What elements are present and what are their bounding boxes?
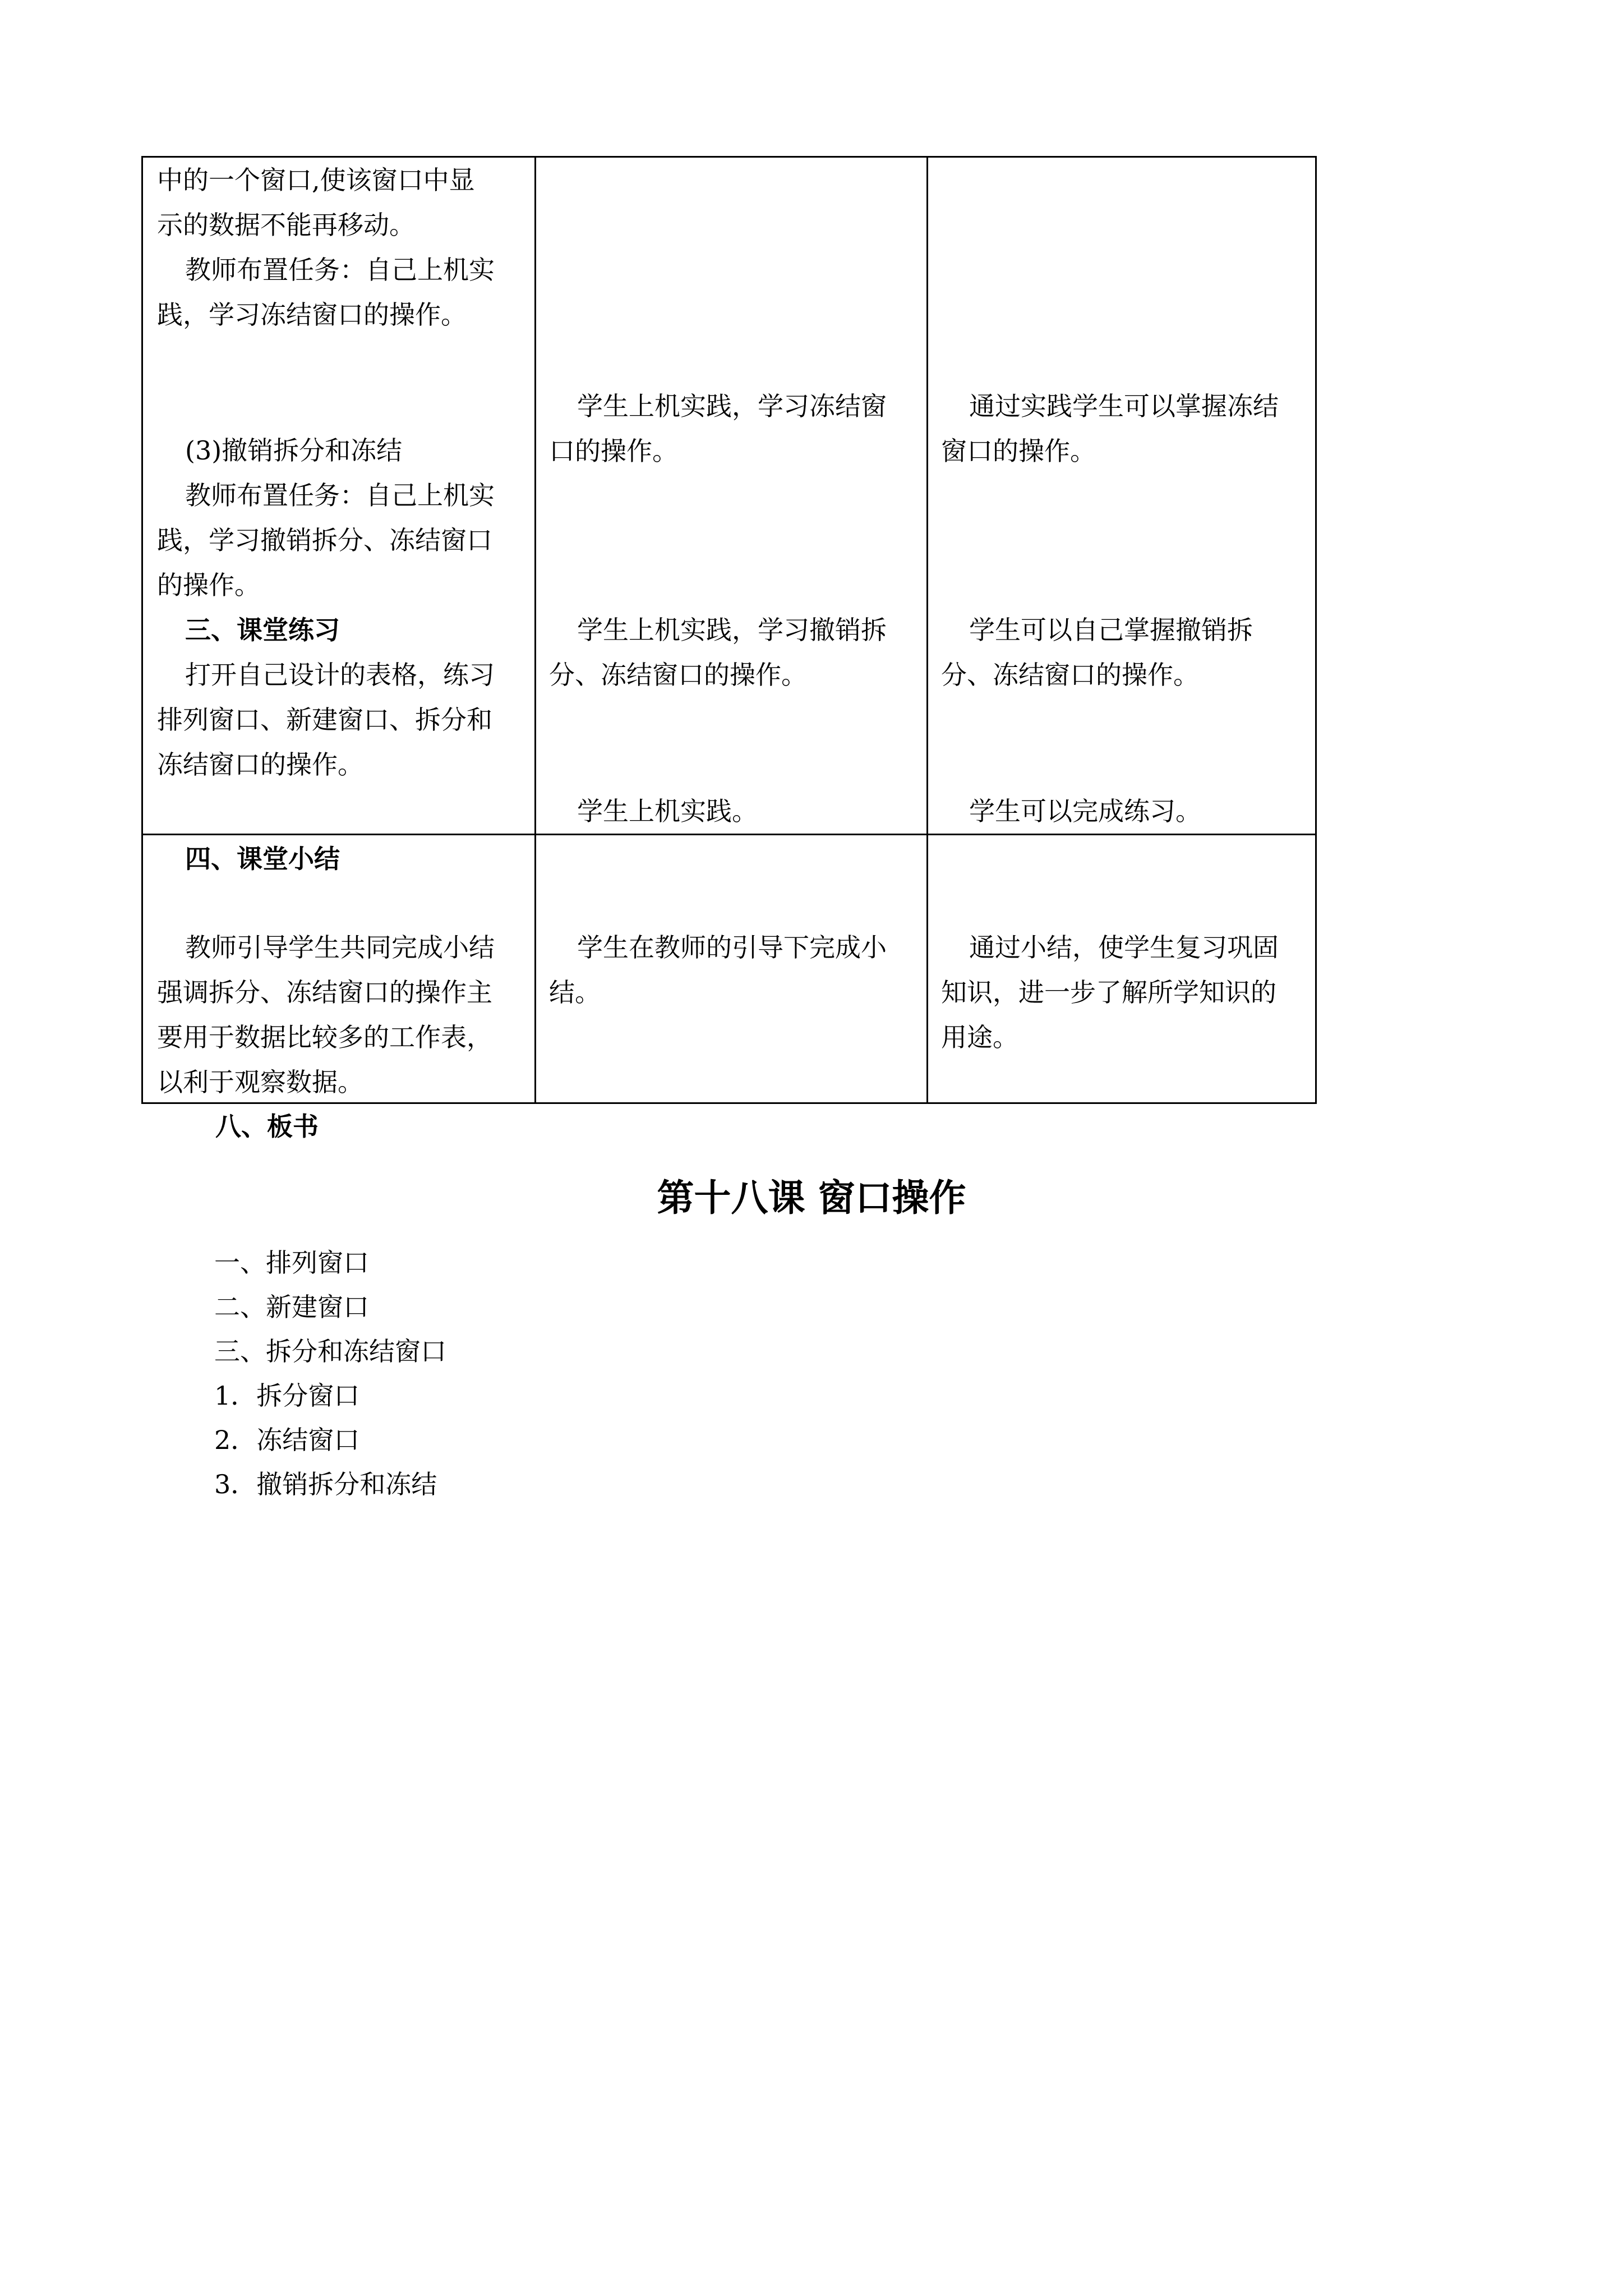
table-cell-text: 通过小结，使学生复习巩固 (969, 932, 1279, 963)
outline-item: 3．撤销拆分和冻结 (214, 1469, 437, 1499)
column-divider (534, 158, 536, 1102)
table-cell-text: 示的数据不能再移动。 (157, 210, 415, 240)
table-cell-text: 的操作。 (157, 570, 260, 600)
table-cell-text: 窗口的操作。 (941, 436, 1096, 466)
outline-item: 2．冻结窗口 (214, 1425, 360, 1455)
row-divider (143, 834, 1315, 835)
table-cell-text: 教师布置任务：自己上机实 (185, 255, 495, 285)
table-cell-text: 分、冻结窗口的操作。 (549, 660, 807, 690)
table-cell-text: 以利于观察数据。 (157, 1067, 363, 1097)
table-cell-text: (3)撤销拆分和冻结 (185, 435, 403, 466)
table-cell-text: 口的操作。 (549, 436, 678, 466)
table-cell-text: 践，学习冻结窗口的操作。 (157, 300, 467, 330)
table-cell-text: 中的一个窗口,使该窗口中显 (157, 165, 475, 195)
column-divider (926, 158, 928, 1102)
table-cell-text: 打开自己设计的表格，练习 (185, 660, 495, 690)
section-heading-blackboard: 八、板书 (215, 1111, 319, 1142)
table-cell-text: 知识，进一步了解所学知识的 (941, 977, 1276, 1007)
table-cell-text: 教师布置任务：自己上机实 (185, 480, 495, 510)
table-cell-text: 学生在教师的引导下完成小 (577, 932, 887, 963)
table-cell-text: 分、冻结窗口的操作。 (941, 660, 1199, 690)
table-cell-text: 教师引导学生共同完成小结 (185, 932, 495, 963)
table-cell-text: 强调拆分、冻结窗口的操作主 (157, 977, 492, 1007)
table-cell-text: 学生上机实践，学习撤销拆 (577, 615, 887, 645)
outline-item: 一、排列窗口 (214, 1248, 369, 1278)
table-cell-text: 通过实践学生可以掌握冻结 (969, 391, 1279, 421)
table-cell-text: 排列窗口、新建窗口、拆分和 (157, 705, 492, 735)
outline-item: 二、新建窗口 (214, 1292, 369, 1322)
table-cell-text: 学生可以完成练习。 (969, 796, 1201, 826)
board-title: 第十八课 窗口操作 (657, 1176, 966, 1220)
table-cell-text: 结。 (549, 977, 601, 1007)
outline-item: 三、拆分和冻结窗口 (214, 1336, 446, 1366)
table-cell-text: 学生上机实践，学习冻结窗 (577, 391, 887, 421)
table-cell-text: 学生上机实践。 (577, 796, 758, 826)
table-cell-text: 用途。 (941, 1022, 1018, 1052)
table-cell-text: 冻结窗口的操作。 (157, 749, 363, 780)
table-cell-text: 学生可以自己掌握撤销拆 (969, 615, 1253, 645)
lesson-table (141, 156, 1317, 1104)
section-heading-practice: 三、课堂练习 (185, 615, 340, 645)
outline-item: 1．拆分窗口 (214, 1381, 360, 1411)
table-cell-text: 要用于数据比较多的工作表， (157, 1022, 492, 1052)
table-cell-text: 践，学习撤销拆分、冻结窗口 (157, 525, 492, 555)
section-heading-summary: 四、课堂小结 (185, 844, 340, 874)
